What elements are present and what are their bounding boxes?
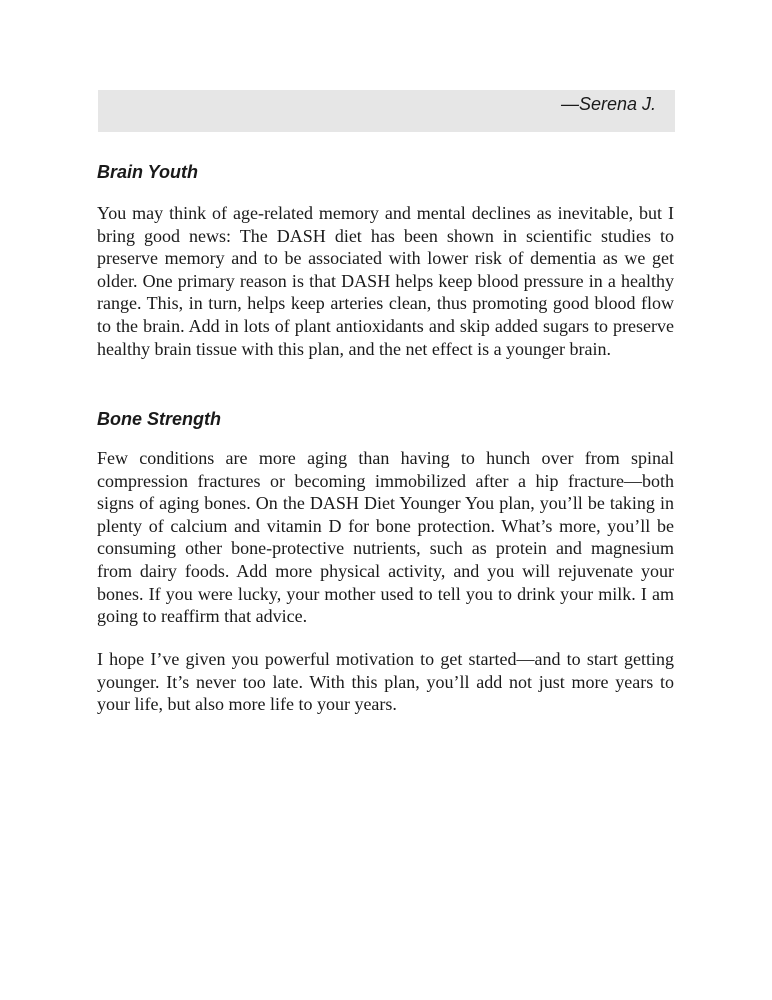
section-heading-brain-youth: Brain Youth — [97, 162, 199, 182]
closing-paragraph: I hope I’ve given you powerful motivation to get started—and to start getting younger. It’s never too late. With this plan, you’ll add not just more years to your life, but also more life to your years. — [97, 649, 674, 715]
quote-attribution-box — [98, 90, 675, 132]
section-body-brain-youth: You may think of age-related memory and mental declines as inevitable, but I bring good news: The DASH diet has been shown in scientific studies to preserve memory and to be associated with lower risk of dementia as we get older. One primary reason is that DASH helps keep blood pressure in a healthy range. This, in turn, helps keep arteries clean, thus promoting good blood flow to the brain. Add in lots of plant antioxidants and skip added sugars to preserve healthy brain tissue with this plan, and the net effect is a younger brain. — [97, 203, 674, 359]
section-heading-bone-strength: Bone Strength — [97, 409, 221, 429]
section-body-bone-strength: Few conditions are more aging than having to hunch over from spinal compression fractures or becoming immobilized after a hip fracture—both signs of aging bones. On the DASH Diet Younger You plan, you’ll be taking in plenty of calcium and vitamin D for bone protection. What’s more, you’ll be consuming other bone-protective nutrients, such as protein and magnesium from dairy foods. Add more physical activity, and you will rejuvenate your bones. If you were lucky, your mother used to tell you to drink your milk. I am going to reaffirm that advice. — [97, 448, 674, 627]
quote-attribution: —Serena J. — [560, 94, 656, 114]
